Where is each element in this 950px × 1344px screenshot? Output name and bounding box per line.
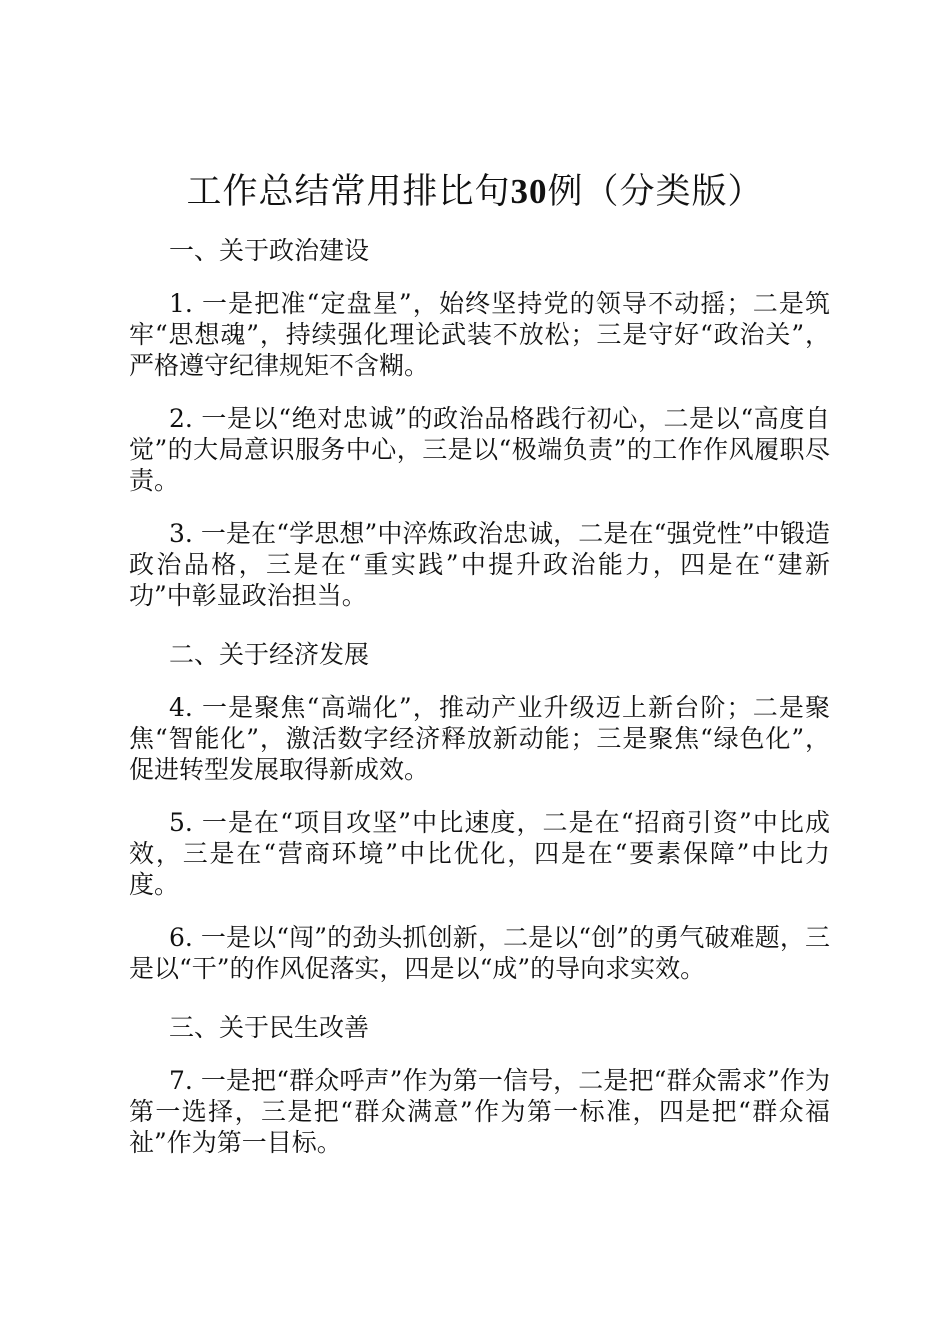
title-prefix: 工作总结常用排比句 [186, 172, 511, 212]
list-item: 1. 一是把准“定盘星”，始终坚持党的领导不动摇；二是筑牢“思想魂”，持续强化理论武装不放松；三是守好“政治关”，严格遵守纪律规矩不含糊。 [129, 289, 830, 380]
section-heading: 一、关于政治建设 [169, 236, 370, 265]
list-item: 7. 一是把“群众呼声”作为第一信号，二是把“群众需求”作为第一选择，三是把“群众满意”作为第一标准，四是把“群众福祉”作为第一目标。 [129, 1066, 830, 1157]
list-item: 3. 一是在“学思想”中淬炼政治忠诚，二是在“强党性”中锻造政治品格，三是在“重实践”中提升政治能力，四是在“建新功”中彰显政治担当。 [129, 519, 830, 610]
section-political [129, 229, 830, 611]
section-economy [129, 633, 830, 984]
document-title [0, 168, 950, 216]
section-livelihood [129, 1006, 830, 1158]
title-number: 30 [510, 172, 548, 211]
title-suffix: 例（分类版） [547, 172, 764, 212]
list-item: 5. 一是在“项目攻坚”中比速度，二是在“招商引资”中比成效，三是在“营商环境”中比优化，四是在“要素保障”中比力度。 [129, 808, 830, 899]
document-body [129, 229, 830, 1180]
list-item: 2. 一是以“绝对忠诚”的政治品格践行初心，二是以“高度自觉”的大局意识服务中心，三是以“极端负责”的工作作风履职尽责。 [129, 404, 830, 495]
section-heading: 三、关于民生改善 [169, 1013, 370, 1042]
section-heading: 二、关于经济发展 [169, 640, 370, 669]
list-item: 4. 一是聚焦“高端化”，推动产业升级迈上新台阶；二是聚焦“智能化”，激活数字经济释放新动能；三是聚焦“绿色化”，促进转型发展取得新成效。 [129, 693, 830, 784]
list-item: 6. 一是以“闯”的劲头抓创新，二是以“创”的勇气破难题，三是以“干”的作风促落实，四是以“成”的导向求实效。 [129, 923, 830, 983]
